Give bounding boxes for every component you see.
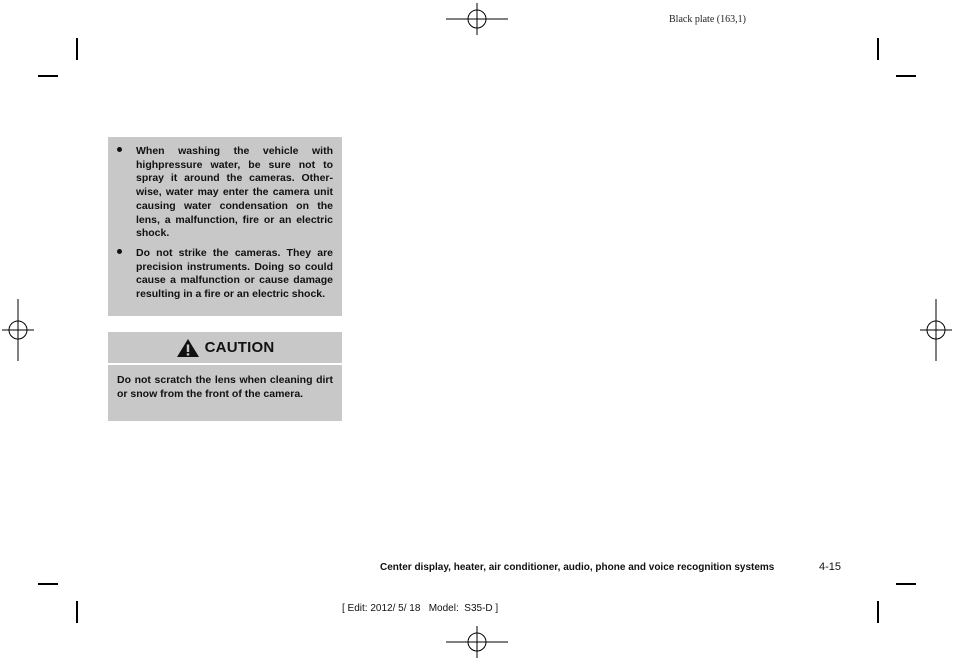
- crop-mark-top-right-vertical: [877, 38, 879, 60]
- crop-mark-top-left-horizontal: [38, 75, 58, 77]
- registration-mark-right: [920, 299, 952, 361]
- crop-mark-top-left-vertical: [76, 38, 78, 60]
- section-title: Center display, heater, air conditioner, audio, phone and voice recognition systems: [380, 562, 775, 573]
- page-number: 4-15: [819, 561, 842, 573]
- crop-mark-top-right-horizontal: [896, 75, 916, 77]
- bullet-text: When washing the vehicle with highpressure water, be sure not to spray it around the cameras. Other- wise, water may enter the camera unit causing water condensation on the lens, a malfunction, fire or an electric shock.: [136, 145, 333, 240]
- crop-mark-bottom-right-vertical: [877, 601, 879, 623]
- caution-text: Do not scratch the lens when cleaning dirt or snow from the front of the camera.: [117, 374, 333, 400]
- bullet-icon: [117, 147, 122, 152]
- plate-label: Black plate (163,1): [669, 14, 746, 25]
- list-item: [108, 247, 342, 302]
- warning-box: [108, 137, 342, 316]
- list-item: [108, 145, 342, 241]
- crop-mark-bottom-right-horizontal: [896, 583, 916, 585]
- warning-triangle-icon: [176, 338, 200, 358]
- warning-bullet-list: [108, 145, 342, 308]
- crop-mark-bottom-left-vertical: [76, 601, 78, 623]
- caution-header: [108, 332, 342, 363]
- registration-mark-top: [446, 3, 508, 35]
- registration-mark-bottom: [446, 626, 508, 658]
- edit-line: [ Edit: 2012/ 5/ 18 Model: S35-D ]: [342, 603, 499, 614]
- bullet-text: Do not strike the cameras. They are precision instruments. Doing so could cause a malfunction or cause damage resulting in a fire or an electric shock.: [136, 246, 333, 301]
- caution-body: [108, 365, 342, 421]
- crop-mark-bottom-left-horizontal: [38, 583, 58, 585]
- caution-title: CAUTION: [204, 339, 275, 356]
- bullet-icon: [117, 249, 122, 254]
- registration-mark-left: [2, 299, 34, 361]
